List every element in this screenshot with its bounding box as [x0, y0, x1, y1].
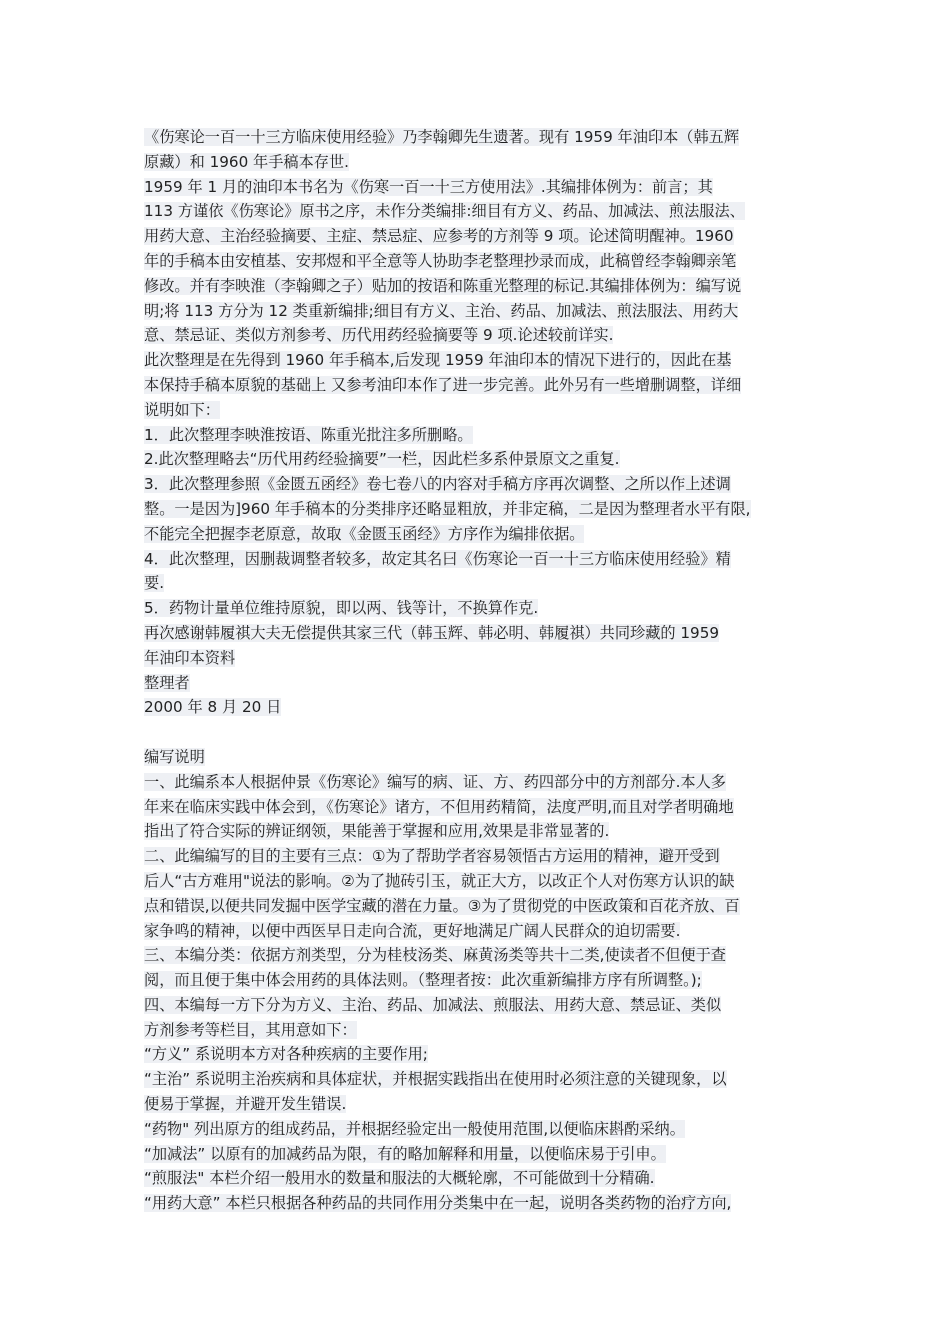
intro-line-text: 修改。并有李映淮（李翰卿之子）贴加的按语和陈重光整理的标记.其编排体例为：编写说: [144, 276, 742, 295]
notes-line: [144, 1191, 814, 1216]
intro-line-text: 113 方谨依《伤寒论》原书之序，未作分类编排:细目有方义、药品、加减法、煎法服法、: [144, 202, 745, 221]
intro-line: [144, 695, 814, 720]
intro-line-text: 意、禁忌证、类似方剂参考、历代用药经验摘要等 9 项.论述较前详实.: [144, 326, 614, 345]
notes-line-text: 方剂参考等栏目，其用意如下：: [144, 1020, 357, 1039]
intro-line: [144, 646, 814, 671]
notes-line: [144, 745, 814, 770]
intro-line: [144, 571, 814, 596]
intro-line-text: 此次整理是在先得到 1960 年手稿本,后发现 1959 年油印本的情况下进行的，因此在基: [144, 351, 732, 370]
notes-line-text: 阅，而且便于集中体会用药的具体法则。（整理者按：此次重新编排方序有所调整。);: [144, 971, 702, 990]
intro-line-text: 3．此次整理参照《金匮五函经》卷七卷八的内容对手稿方序再次调整、之所以作上述调: [144, 475, 731, 494]
notes-line-text: “药物" 列出原方的组成药品，并根据经验定出一般使用范围,以便临床斟酌采纳。: [144, 1119, 685, 1138]
notes-line: [144, 1042, 814, 1067]
notes-line-text: “主治” 系说明主治疾病和具体症状，并根据实践指出在使用时必须注意的关键现象，以: [144, 1070, 727, 1089]
intro-line: [144, 447, 814, 472]
intro-line-text: 1．此次整理李映淮按语、陈重光批注多所删略。: [144, 425, 473, 444]
notes-line-text: 一、此编系本人根据仲景《伤寒论》编写的病、证、方、药四部分中的方剂部分.本人多: [144, 772, 726, 791]
intro-line: [144, 671, 814, 696]
intro-line: [144, 323, 814, 348]
notes-line: [144, 993, 814, 1018]
notes-line-text: “方义” 系说明本方对各种疾病的主要作用;: [144, 1045, 428, 1064]
notes-line-text: 后人“古方难用"说法的影响。②为了抛砖引玉，就正大方，以改正个人对伤寒方认识的缺: [144, 871, 735, 890]
intro-line: [144, 299, 814, 324]
intro-line-text: 2.此次整理略去“历代用药经验摘要”一栏，因此栏多系仲景原文之重复.: [144, 450, 620, 469]
notes-line-text: 家争鸣的精神，以便中西医早日走向合流，更好地满足广阔人民群众的迫切需要.: [144, 921, 681, 940]
intro-line-text: 用药大意、主治经验摘要、主症、禁忌症、应参考的方剂等 9 项。论述简明醒神。1960: [144, 227, 734, 246]
intro-line-text: 5．药物计量单位维持原貌，即以两、钱等计，不换算作克.: [144, 599, 539, 618]
intro-line: [144, 596, 814, 621]
intro-line-text: 4．此次整理，因删裁调整者较多，故定其名曰《伤寒论一百一十三方临床使用经验》精: [144, 549, 731, 568]
intro-line-text: 整理者: [144, 673, 190, 692]
intro-line-text: 年的手稿本由安植基、安邦煜和平全意等人协助李老整理抄录而成，此稿曾经李翰卿亲笔: [144, 251, 737, 270]
notes-line-text: 点和错误,以便共同发掘中医学宝藏的潜在力量。③为了贯彻党的中医政策和百花齐放、百: [144, 896, 740, 915]
notes-line: [144, 819, 814, 844]
section-gap: [144, 720, 814, 745]
intro-line-text: 1959 年 1 月的油印本书名为《伤寒一百一十三方使用法》.其编排体例为：前言；其: [144, 177, 713, 196]
intro-line: [144, 522, 814, 547]
notes-line: [144, 919, 814, 944]
intro-line-text: 本保持手稿本原貌的基础上 又参考油印本作了进一步完善。此外另有一些增删调整，详细: [144, 375, 742, 394]
writing-notes-section: [144, 745, 814, 1216]
intro-line: [144, 125, 814, 150]
intro-line: [144, 175, 814, 200]
intro-line: [144, 274, 814, 299]
intro-line: [144, 373, 814, 398]
notes-line: [144, 795, 814, 820]
intro-line: [144, 472, 814, 497]
document-body: [144, 125, 814, 1216]
notes-line-text: “用药大意” 本栏只根据各种药品的共同作用分类集中在一起，说明各类药物的治疗方向,: [144, 1194, 732, 1213]
intro-line-text: 整。一是因为]960 年手稿本的分类排序还略显粗放，并非定稿，二是因为整理者水平有限,: [144, 499, 751, 518]
notes-line: [144, 770, 814, 795]
intro-line-text: 年油印本资料: [144, 648, 236, 667]
intro-line-text: 要.: [144, 574, 165, 593]
intro-line: [144, 547, 814, 572]
notes-line-text: “加减法” 以原有的加减药品为限，有的略加解释和用量，以便临床易于引申。: [144, 1144, 666, 1163]
notes-line-text: 四、本编每一方下分为方义、主治、药品、加减法、煎服法、用药大意、禁忌证、类似: [144, 995, 722, 1014]
intro-line: [144, 249, 814, 274]
notes-line-text: 二、此编编写的目的主要有三点：①为了帮助学者容易领悟古方运用的精神，避开受到: [144, 847, 720, 866]
intro-line: [144, 199, 814, 224]
notes-line: [144, 1018, 814, 1043]
intro-line: [144, 348, 814, 373]
notes-line-text: 三、本编分类：依据方剂类型，分为桂枝汤类、麻黄汤类等共十二类,使读者不但便于查: [144, 946, 726, 965]
notes-line: [144, 894, 814, 919]
intro-line: [144, 497, 814, 522]
intro-line-text: 再次感谢韩履祺大夫无偿提供其家三代（韩玉辉、韩必明、韩履祺）共同珍藏的 1959: [144, 623, 720, 642]
intro-line: [144, 150, 814, 175]
intro-line-text: 不能完全把握李老原意，故取《金匮玉函经》方序作为编排依据。: [144, 524, 585, 543]
notes-line: [144, 1166, 814, 1191]
notes-line: [144, 968, 814, 993]
intro-line-text: 《伤寒论一百一十三方临床使用经验》乃李翰卿先生遗著。现有 1959 年油印本（韩五辉: [144, 128, 740, 146]
notes-line: [144, 1067, 814, 1092]
notes-line-text: 编写说明: [144, 747, 205, 766]
intro-line: [144, 224, 814, 249]
notes-line: [144, 943, 814, 968]
notes-line-text: “煎服法" 本栏介绍一般用水的数量和服法的大概轮廓，不可能做到十分精确.: [144, 1169, 655, 1188]
notes-line: [144, 1117, 814, 1142]
notes-line: [144, 844, 814, 869]
intro-line-text: 2000 年 8 月 20 日: [144, 698, 282, 717]
notes-line: [144, 869, 814, 894]
notes-line: [144, 1142, 814, 1167]
intro-section: [144, 125, 814, 720]
intro-line: [144, 423, 814, 448]
intro-line: [144, 621, 814, 646]
intro-line: [144, 398, 814, 423]
notes-line-text: 便易于掌握，并避开发生错误.: [144, 1095, 347, 1114]
notes-line-text: 指出了符合实际的辨证纲领，果能善于掌握和应用,效果是非常显著的.: [144, 822, 610, 841]
notes-line: [144, 1092, 814, 1117]
notes-line-text: 年来在临床实践中体会到，《伤寒论》诸方，不但用药精简，法度严明,而且对学者明确地: [144, 797, 734, 816]
intro-line-text: 说明如下：: [144, 400, 220, 419]
intro-line-text: 原藏）和 1960 年手稿本存世.: [144, 152, 350, 171]
intro-line-text: 明;将 113 方分为 12 类重新编排;细目有方义、主治、药品、加减法、煎法服法、用药大: [144, 301, 739, 320]
